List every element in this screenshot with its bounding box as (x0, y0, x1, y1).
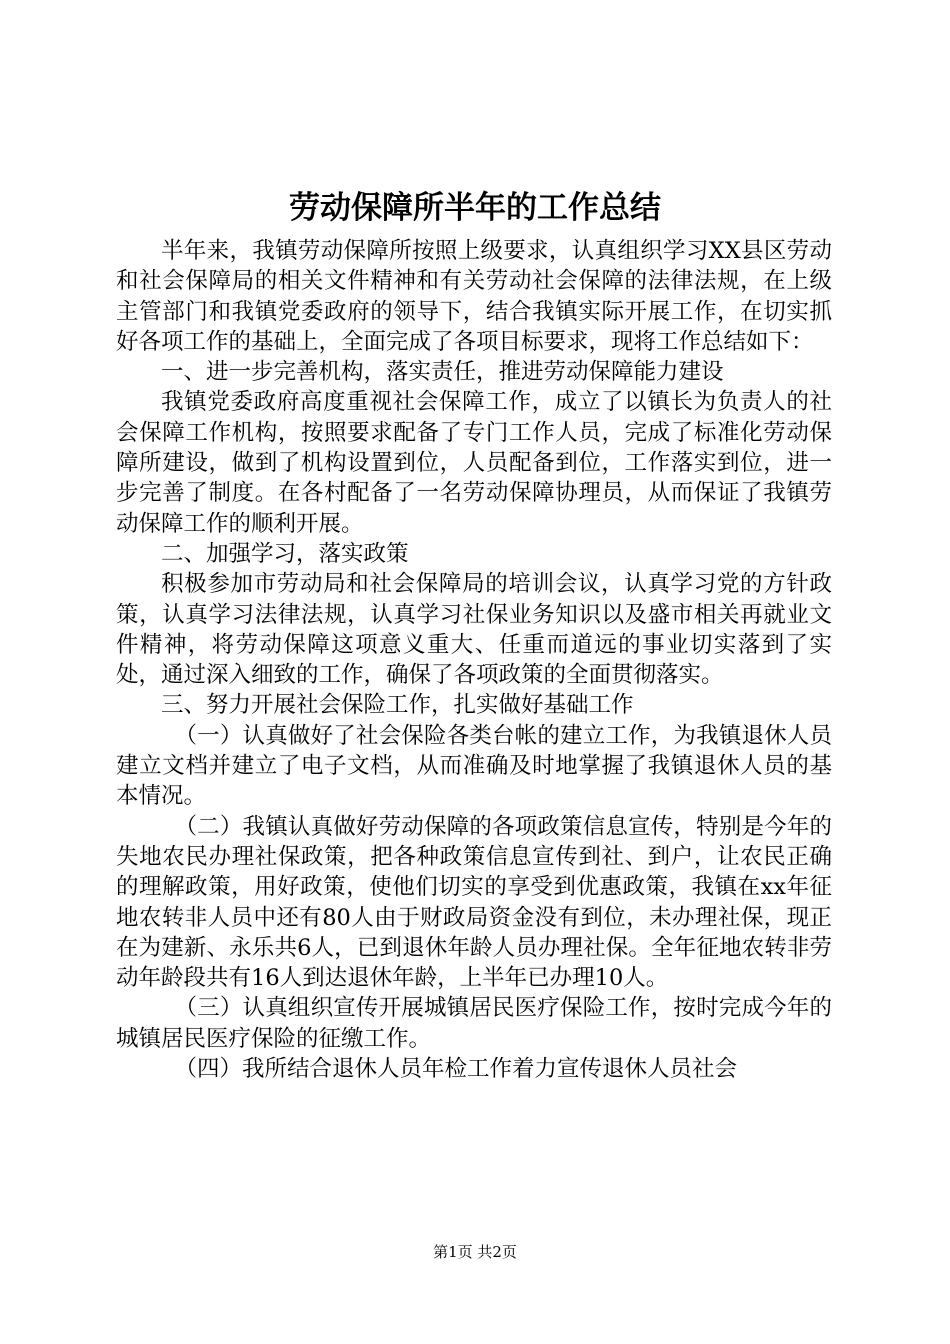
page-number-footer: 第1页 共2页 (433, 1243, 517, 1261)
paragraph-item-4: （四）我所结合退休人员年检工作着力宣传退休人员社会 (174, 1056, 738, 1083)
heading-section-1: 一、进一步完善机构，落实责任，推进劳动保障能力建设 (161, 359, 724, 386)
paragraph-item-1: （一）认真做好了社会保险各类台帐的建立工作，为我镇退休人员建立文档并建立了电子文档，从而准确及时地掌握了我镇退休人员的基本情况。 (116, 722, 832, 810)
document-body (116, 236, 832, 1084)
document-title: 劳动保障所半年的工作总结 (289, 190, 661, 226)
paragraph-intro: 半年来，我镇劳动保障所按照上级要求，认真组织学习XX县区劳动和社会保障局的相关文件精神和有关劳动社会保障的法律法规，在上级主管部门和我镇党委政府的领导下，结合我镇实际开展工作，在切实抓好各项工作的基础上，全面完成了各项目标要求，现将工作总结如下： (116, 238, 832, 355)
paragraph-section-2: 积极参加市劳动局和社会保障局的培训会议，认真学习党的方针政策，认真学习法律法规，认真学习社保业务知识以及盛市相关再就业文件精神，将劳动保障这项意义重大、任重而道远的事业切实落到了实处，通过深入细致的工作，确保了各项政策的全面贯彻落实。 (116, 571, 832, 689)
paragraph-section-1: 我镇党委政府高度重视社会保障工作，成立了以镇长为负责人的社会保障工作机构，按照要求配备了专门工作人员，完成了标准化劳动保障所建设，做到了机构设置到位，人员配备到位，工作落实到位，进一步完善了制度。在各村配备了一名劳动保障协理员，从而保证了我镇劳动保障工作的顺利开展。 (116, 389, 832, 537)
paragraph-item-3: （三）认真组织宣传开展城镇居民医疗保险工作，按时完成今年的城镇居民医疗保险的征缴工作。 (116, 995, 832, 1052)
paragraph-item-2: （二）我镇认真做好劳动保障的各项政策信息宣传，特别是今年的失地农民办理社保政策，把各种政策信息宣传到社、到户，让农民正确的理解政策，用好政策，使他们切实的享受到优惠政策，我镇在xx年征地农转非人员中还有80人由于财政局资金没有到位，未办理社保，现正在为建新、永乐共6人，已到退休年龄人员办理社保。全年征地农转非劳动年龄段共有16人到达退休年龄，上半年已办理10人。 (116, 813, 832, 992)
heading-section-3: 三、努力开展社会保险工作，扎实做好基础工作 (161, 692, 634, 719)
heading-section-2: 二、加强学习，落实政策 (161, 540, 409, 567)
